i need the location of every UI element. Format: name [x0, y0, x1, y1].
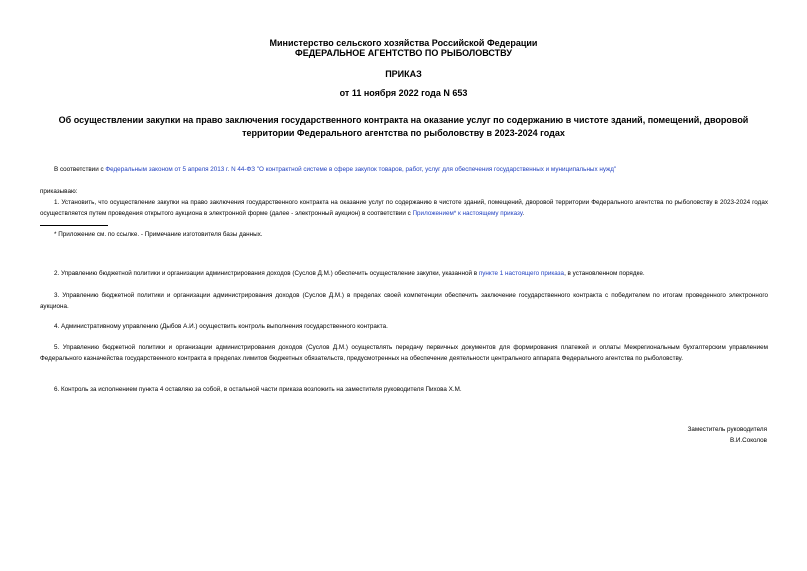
- appendix-link[interactable]: Приложением* к настоящему приказу: [412, 210, 523, 217]
- item-3-paragraph: 3. Управлению бюджетной политики и организации администрирования доходов (Суслов Д.М.) в пределах своей компетенции обеспечить заключение государственного контракта с победителем по итогам проведенного электронного аукциона.: [40, 292, 768, 310]
- federal-law-link[interactable]: Федеральным законом от 5 апреля 2013 г. N 44-ФЗ "О контрактной системе в сфере закупок товаров, работ, услуг для обеспечения государственных и муниципальных нужд": [105, 166, 617, 173]
- item-1-reference-link[interactable]: пункте 1 настоящего приказа: [478, 270, 565, 277]
- document-title: Об осуществлении закупки на право заключения государственного контракта на оказание услуг по содержанию в чистоте зданий, помещений, дворовой территории Федерального агентства по рыболовству в 2023-2024 годах: [58, 115, 749, 138]
- footnote-divider: [40, 225, 108, 226]
- agency-heading: ФЕДЕРАЛЬНОЕ АГЕНТСТВО ПО РЫБОЛОВСТВУ: [295, 48, 512, 58]
- signature-position: Заместитель руководителя: [687, 426, 767, 433]
- footnote-text: * Приложение см. по ссылке. - Примечание изготовителя базы данных.: [54, 231, 263, 238]
- doc-type-heading: ПРИКАЗ: [385, 69, 422, 79]
- item-1-suffix: .: [522, 210, 525, 217]
- preamble-prefix: В соответствии с: [54, 166, 106, 173]
- preamble-paragraph: [40, 164, 768, 175]
- item-4-paragraph: 4. Административному управлению (Дыбов А.И.) осуществить контроль выполнения государственного контракта.: [54, 323, 388, 330]
- date-number-heading: от 11 ноября 2022 года N 653: [339, 88, 468, 98]
- ministry-heading: Министерство сельского хозяйства Российской Федерации: [269, 38, 538, 48]
- item-5-paragraph: 5. Управлению бюджетной политики и организации администрирования доходов (Суслов Д.М.) осуществлять передачу первичных документов для формирования платежей и оплаты Межрегиональным бухгалтерским управлением Федерального казначейства государственного контракта в пределах лимитов бюджетных обязательств, предусмотренных на обеспечение деятельности центрального аппарата Федерального агентства по рыболовству.: [40, 344, 768, 362]
- item-1-paragraph: [40, 197, 768, 219]
- item-2-prefix: 2. Управлению бюджетной политики и организации администрирования доходов (Суслов Д.М.) обеспечить осуществление закупки, указанной в: [54, 270, 479, 277]
- item-2-suffix: , в установленном порядке.: [564, 270, 645, 277]
- item-2-paragraph: [40, 268, 768, 279]
- item-1-text: 1. Установить, что осуществление закупки на право заключения государственного контракта на оказание услуг по содержанию в чистоте зданий, помещений, дворовой территории Федерального агентства по рыболовству в 2023-2024 годах осуществляется путем проведения открытого аукциона в электронной форме (далее - электронный аукцион) в соответствии с: [40, 199, 768, 217]
- signature-name: В.И.Соколов: [729, 437, 767, 444]
- item-6-paragraph: 6. Контроль за исполнением пункта 4 оставляю за собой, в остальной части приказа возложить на заместителя руководителя Пихова Х.М.: [54, 386, 462, 393]
- order-word: приказываю:: [40, 188, 78, 195]
